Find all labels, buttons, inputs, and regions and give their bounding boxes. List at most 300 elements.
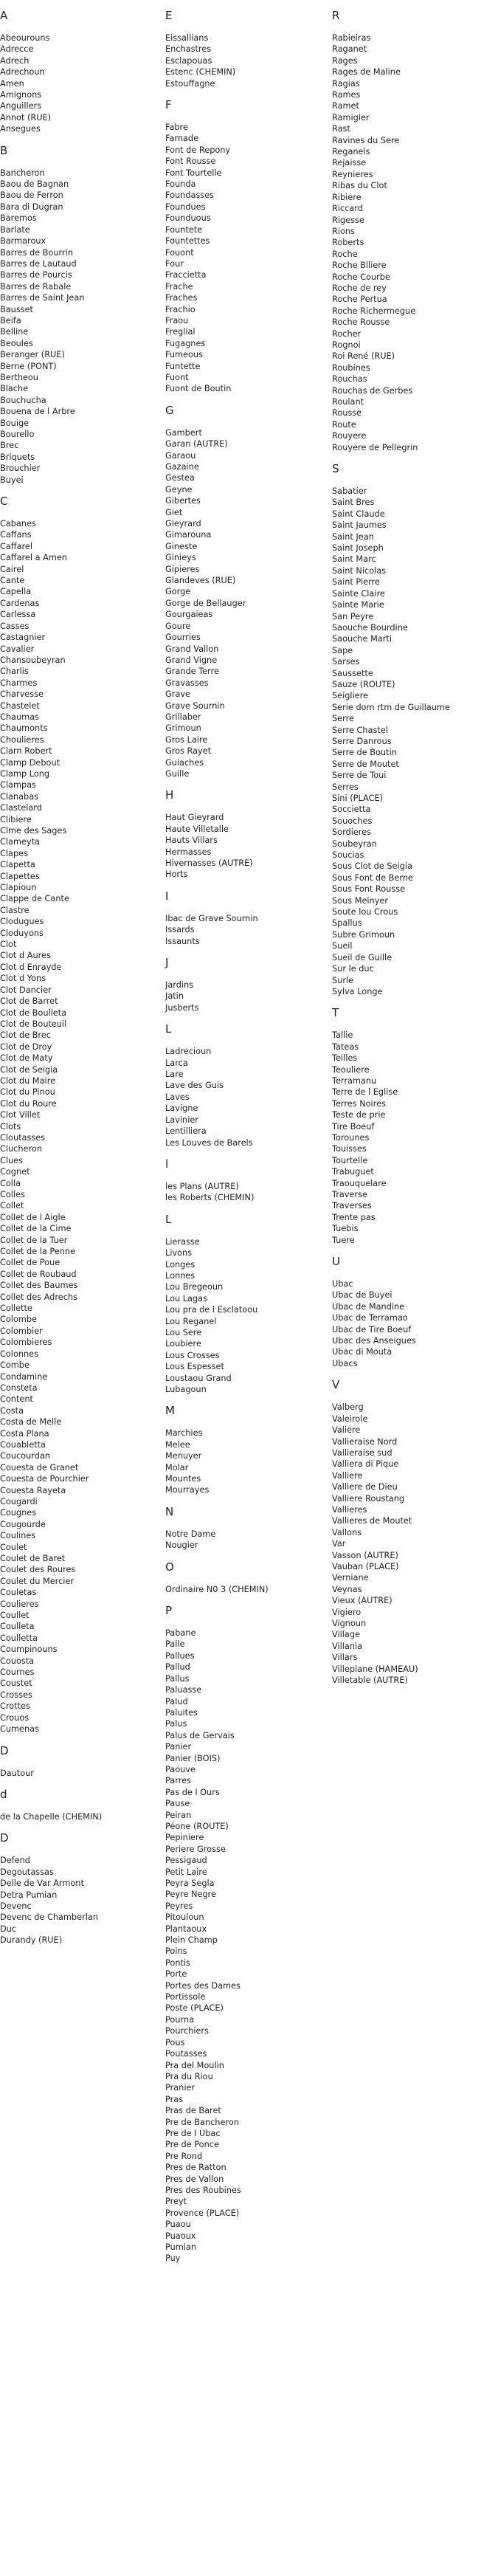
place-link[interactable]: Estouffagne xyxy=(165,78,215,89)
place-link[interactable]: Clot d Enrayde xyxy=(0,962,62,972)
place-link[interactable]: Touisses xyxy=(332,1144,367,1154)
place-link[interactable]: Pas de l Ours xyxy=(165,1787,220,1797)
place-link[interactable]: Sainte Claire xyxy=(332,588,385,599)
place-link[interactable]: Ramigier xyxy=(332,112,370,123)
place-link[interactable]: Fabre xyxy=(165,123,188,133)
place-link[interactable]: Pres de Vallon xyxy=(165,2174,224,2184)
place-link[interactable]: Belline xyxy=(0,327,29,337)
place-link[interactable]: Devenc xyxy=(0,1901,32,1911)
place-link[interactable]: Trente pas xyxy=(332,1212,376,1222)
place-link[interactable]: Charmes xyxy=(0,678,38,688)
place-link[interactable]: Ibac de Grave Sournin xyxy=(165,913,258,923)
place-link[interactable]: Village xyxy=(332,1630,360,1640)
place-link[interactable]: Crosses xyxy=(0,1690,32,1700)
place-link[interactable]: Bouchucha xyxy=(0,395,46,405)
place-link[interactable]: Fuont de Boutin xyxy=(165,384,232,394)
place-link[interactable]: Villeplane (HAMEAU) xyxy=(332,1664,418,1674)
place-link[interactable]: Colles xyxy=(0,1190,25,1199)
place-link[interactable]: Clues xyxy=(0,1155,24,1165)
place-link[interactable]: Grand Vigne xyxy=(165,655,218,665)
place-link[interactable]: Ravines du Sere xyxy=(332,135,400,145)
place-link[interactable]: Duc xyxy=(0,1924,17,1934)
place-link[interactable]: Gros Laire xyxy=(165,734,208,745)
place-link[interactable]: Roche Blliere xyxy=(332,261,387,271)
place-link[interactable]: Petit Laire xyxy=(165,1867,207,1877)
place-link[interactable]: Bouena de l Arbre xyxy=(0,407,75,417)
place-link[interactable]: Collet de la Tuer xyxy=(0,1235,68,1245)
place-link[interactable]: Adrecce xyxy=(0,44,34,55)
place-link[interactable]: Grimoun xyxy=(165,723,201,734)
place-link[interactable]: Puy xyxy=(165,2253,181,2264)
place-link[interactable]: Clapetta xyxy=(0,860,35,870)
place-link[interactable]: Saint Pierre xyxy=(332,577,380,588)
place-link[interactable]: Pumian xyxy=(165,2242,196,2252)
place-link[interactable]: Saint Marc xyxy=(332,554,376,565)
place-link[interactable]: Clot du Roure xyxy=(0,1098,57,1109)
place-link[interactable]: Veynas xyxy=(332,1584,362,1594)
place-link[interactable]: Spallus xyxy=(332,918,362,929)
place-link[interactable]: Les Louves de Barels xyxy=(165,1137,253,1148)
place-link[interactable]: Couabletta xyxy=(0,1439,46,1450)
place-link[interactable]: Vignoun xyxy=(332,1619,367,1628)
place-link[interactable]: Costa xyxy=(0,1405,24,1416)
place-link[interactable]: Plein Champ xyxy=(165,1935,218,1946)
place-link[interactable]: Sape xyxy=(332,645,353,655)
place-link[interactable]: Pourna xyxy=(165,2014,195,2025)
place-link[interactable]: Clot du Pinou xyxy=(0,1087,55,1098)
place-link[interactable]: Rocher xyxy=(332,328,362,339)
place-link[interactable]: Bara di Dugran xyxy=(0,202,63,212)
place-link[interactable]: Casses xyxy=(0,621,30,631)
place-link[interactable]: Jatin xyxy=(165,991,184,1002)
place-link[interactable]: Villars xyxy=(332,1653,358,1663)
place-link[interactable]: Clucheron xyxy=(0,1144,42,1154)
place-link[interactable]: Gipieres xyxy=(165,564,200,574)
place-link[interactable]: Clot Dancier xyxy=(0,985,52,995)
place-link[interactable]: Coulet de Baret xyxy=(0,1554,66,1563)
place-link[interactable]: Frache xyxy=(165,281,193,292)
place-link[interactable]: Barres de Bourrin xyxy=(0,247,73,258)
place-link[interactable]: Durandy (RUE) xyxy=(0,1935,63,1946)
place-link[interactable]: Roche xyxy=(332,249,358,259)
place-link[interactable]: Ordinaire N0 3 (CHEMIN) xyxy=(165,1584,269,1594)
place-link[interactable]: Villania xyxy=(332,1641,363,1651)
place-link[interactable]: Colombier xyxy=(0,1326,43,1336)
place-link[interactable]: Vieux (AUTRE) xyxy=(332,1596,392,1606)
place-link[interactable]: Issards xyxy=(165,925,195,935)
place-link[interactable]: Pourchiers xyxy=(165,2026,209,2036)
place-link[interactable]: Anguillers xyxy=(0,101,42,111)
place-link[interactable]: Beranger (RUE) xyxy=(0,350,65,360)
place-link[interactable]: Sauze (ROUTE) xyxy=(332,679,395,689)
place-link[interactable]: Porte xyxy=(165,1969,187,1980)
place-link[interactable]: Teste de prie xyxy=(332,1110,386,1120)
place-link[interactable]: Chaumonts xyxy=(0,723,48,734)
place-link[interactable]: Gorge de Bellauger xyxy=(165,598,246,608)
place-link[interactable]: Coulletta xyxy=(0,1633,38,1643)
place-link[interactable]: Farnade xyxy=(165,134,199,144)
place-link[interactable]: Ubac xyxy=(332,1279,353,1289)
place-link[interactable]: Rouyere de Pellegrin xyxy=(332,442,418,452)
place-link[interactable]: Vallieres de Moutet xyxy=(332,1516,412,1526)
place-link[interactable]: Seigliere xyxy=(332,691,369,701)
place-link[interactable]: Clot de Barret xyxy=(0,996,58,1007)
place-link[interactable]: Pessigaud xyxy=(165,1856,207,1866)
place-link[interactable]: Lavigne xyxy=(165,1103,198,1114)
place-link[interactable]: Sordieres xyxy=(332,827,372,838)
place-link[interactable]: Gourgaieas xyxy=(165,610,213,620)
place-link[interactable]: Pras xyxy=(165,2094,184,2104)
place-link[interactable]: Gourries xyxy=(165,633,201,643)
place-link[interactable]: Roche Pertua xyxy=(332,295,387,305)
place-link[interactable]: Lou pra de l Esclatoou xyxy=(165,1305,258,1315)
place-link[interactable]: Font Tourtelle xyxy=(165,168,222,178)
place-link[interactable]: Ubac des Anseigues xyxy=(332,1336,416,1346)
place-link[interactable]: Roche de rey xyxy=(332,283,387,293)
place-link[interactable]: Saint Jaumes xyxy=(332,520,387,531)
place-link[interactable]: Blache xyxy=(0,384,29,394)
place-link[interactable]: Bourello xyxy=(0,430,35,439)
place-link[interactable]: Saint Nicolas xyxy=(332,565,387,576)
place-link[interactable]: Chastelet xyxy=(0,700,40,711)
place-link[interactable]: Fumeous xyxy=(165,350,203,360)
place-link[interactable]: Sini (PLACE) xyxy=(332,793,383,803)
place-link[interactable]: Var xyxy=(332,1539,346,1549)
place-link[interactable]: Roulant xyxy=(332,397,364,407)
place-link[interactable]: Sabatier xyxy=(332,486,367,497)
place-link[interactable]: Enchastres xyxy=(165,44,212,55)
place-link[interactable]: Reganels xyxy=(332,147,370,157)
place-link[interactable]: Annot (RUE) xyxy=(0,112,52,123)
place-link[interactable]: Serre de Moutet xyxy=(332,759,399,769)
place-link[interactable]: Charvesse xyxy=(0,689,44,700)
place-link[interactable]: Roi René (RUE) xyxy=(332,351,395,362)
place-link[interactable]: Pontis xyxy=(165,1957,190,1968)
place-link[interactable]: Peyre Negre xyxy=(165,1890,216,1900)
place-link[interactable]: Carlessa xyxy=(0,610,36,620)
place-link[interactable]: Cloduyons xyxy=(0,928,44,938)
place-link[interactable]: Vasson (AUTRE) xyxy=(332,1550,398,1560)
place-link[interactable]: Clodugues xyxy=(0,917,44,927)
place-link[interactable]: Clameyta xyxy=(0,837,40,847)
place-link[interactable]: Ubac di Mouta xyxy=(332,1347,392,1357)
place-link[interactable]: Cournes xyxy=(0,1667,35,1678)
place-link[interactable]: Pepiniere xyxy=(165,1833,204,1843)
place-link[interactable]: Torounes xyxy=(332,1132,370,1143)
place-link[interactable]: Grave xyxy=(165,689,190,700)
place-link[interactable]: Valberg xyxy=(332,1402,364,1413)
place-link[interactable]: Abeourouns xyxy=(0,33,50,43)
place-link[interactable]: Terres Noires xyxy=(332,1098,386,1109)
place-link[interactable]: Colombe xyxy=(0,1315,37,1325)
place-link[interactable]: Lou Lagas xyxy=(165,1293,207,1304)
place-link[interactable]: Laves xyxy=(165,1092,190,1102)
place-link[interactable]: Caffarel a Amen xyxy=(0,553,67,563)
place-link[interactable]: Esclapouas xyxy=(165,55,212,66)
place-link[interactable]: Coucourdan xyxy=(0,1451,50,1461)
place-link[interactable]: Valliere de Dieu xyxy=(332,1482,398,1492)
place-link[interactable]: Roubines xyxy=(332,362,370,373)
place-link[interactable]: Poins xyxy=(165,1946,187,1957)
place-link[interactable]: Coulet des Roures xyxy=(0,1565,76,1575)
place-link[interactable]: Rabieiras xyxy=(332,33,371,43)
place-link[interactable]: Teilles xyxy=(332,1053,358,1064)
place-link[interactable]: Clot d Aures xyxy=(0,951,51,961)
place-link[interactable]: Saussette xyxy=(332,668,373,678)
place-link[interactable]: Palus de Gervais xyxy=(165,1730,235,1740)
place-link[interactable]: Grave Sournin xyxy=(165,700,225,711)
place-link[interactable]: Geyne xyxy=(165,484,193,495)
place-link[interactable]: Serre xyxy=(332,714,354,724)
place-link[interactable]: Ubac de Mandine xyxy=(332,1301,405,1312)
place-link[interactable]: Surle xyxy=(332,975,354,985)
place-link[interactable]: Coulines xyxy=(0,1531,36,1541)
place-link[interactable]: Castagnier xyxy=(0,633,46,643)
place-link[interactable]: Lou Bregeoun xyxy=(165,1282,224,1292)
place-link[interactable]: Giet xyxy=(165,507,183,517)
place-link[interactable]: Hivernasses (AUTRE) xyxy=(165,858,253,868)
place-link[interactable]: Valiere xyxy=(332,1425,361,1436)
place-link[interactable]: Degoutassas xyxy=(0,1867,54,1877)
place-link[interactable]: Jusberts xyxy=(165,1002,199,1013)
place-link[interactable]: Portes des Dames xyxy=(165,1980,241,1991)
place-link[interactable]: Collet de la Penne xyxy=(0,1247,76,1257)
place-link[interactable]: Goure xyxy=(165,621,191,631)
place-link[interactable]: Haut Gieyrard xyxy=(165,813,224,823)
place-link[interactable]: Rouyere xyxy=(332,431,367,441)
place-link[interactable]: Cougnes xyxy=(0,1508,37,1518)
place-link[interactable]: Guiaches xyxy=(165,757,204,768)
place-link[interactable]: Caffans xyxy=(0,530,32,540)
place-link[interactable]: Serre Chastel xyxy=(332,725,388,735)
place-link[interactable]: Pallues xyxy=(165,1650,195,1661)
place-link[interactable]: Funtette xyxy=(165,361,201,371)
place-link[interactable]: Pre de Ponce xyxy=(165,2140,219,2150)
place-link[interactable]: Costa Plana xyxy=(0,1428,49,1439)
place-link[interactable]: Coulieres xyxy=(0,1599,39,1609)
place-link[interactable]: Fouont xyxy=(165,247,194,258)
place-link[interactable]: Rages de Maline xyxy=(332,67,401,78)
place-link[interactable]: Cavalier xyxy=(0,644,35,654)
place-link[interactable]: Longes xyxy=(165,1259,196,1270)
place-link[interactable]: Rognoi xyxy=(332,340,361,350)
place-link[interactable]: Ribiere xyxy=(332,192,362,202)
place-link[interactable]: Glandeves (RUE) xyxy=(165,576,236,586)
place-link[interactable]: Raganet xyxy=(332,44,367,55)
place-link[interactable]: Guille xyxy=(165,768,190,779)
place-link[interactable]: Clarn Robert xyxy=(0,746,52,757)
place-link[interactable]: Colla xyxy=(0,1178,21,1188)
place-link[interactable]: Reynieres xyxy=(332,169,373,179)
place-link[interactable]: Couesta Rayeta xyxy=(0,1485,66,1495)
place-link[interactable]: Serre de Boutin xyxy=(332,748,397,758)
place-link[interactable]: Grande Terre xyxy=(165,667,219,677)
place-link[interactable]: Puaou xyxy=(165,2219,191,2230)
place-link[interactable]: Capella xyxy=(0,587,32,597)
place-link[interactable]: Gestea xyxy=(165,473,195,483)
place-link[interactable]: Clampas xyxy=(0,780,36,791)
place-link[interactable]: Valliere xyxy=(332,1470,363,1481)
place-link[interactable]: Saint Jean xyxy=(332,531,374,542)
place-link[interactable]: Garaou xyxy=(165,450,196,461)
place-link[interactable]: Roche Richermegue xyxy=(332,306,416,316)
place-link[interactable]: Rages xyxy=(332,55,358,66)
place-link[interactable]: Coulet du Mercier xyxy=(0,1576,75,1586)
place-link[interactable]: Peyra Segla xyxy=(165,1878,215,1888)
place-link[interactable]: Gineste xyxy=(165,541,198,551)
place-link[interactable]: Coulleta xyxy=(0,1622,35,1632)
place-link[interactable]: Colombieres xyxy=(0,1337,52,1348)
place-link[interactable]: Pres des Roubines xyxy=(165,2185,241,2195)
place-link[interactable]: Briquets xyxy=(0,452,35,462)
place-link[interactable]: Mountes xyxy=(165,1474,201,1484)
place-link[interactable]: Collette xyxy=(0,1304,32,1314)
place-link[interactable]: les Roberts (CHEMIN) xyxy=(165,1193,255,1203)
place-link[interactable]: Gibertes xyxy=(165,496,201,506)
place-link[interactable]: Soucias xyxy=(332,850,364,861)
place-link[interactable]: Lave des Guis xyxy=(165,1081,224,1091)
place-link[interactable]: Collet des Baumes xyxy=(0,1281,78,1291)
place-link[interactable]: Saouche Marti xyxy=(332,634,392,644)
place-link[interactable]: Berne (PONT) xyxy=(0,361,57,371)
place-link[interactable]: Serre Danrous xyxy=(332,736,392,746)
place-link[interactable]: Jardins xyxy=(165,980,194,991)
place-link[interactable]: Pres de Ratton xyxy=(165,2163,226,2173)
place-link[interactable]: Collet de Roubaud xyxy=(0,1269,77,1279)
place-link[interactable]: Rast xyxy=(332,124,350,134)
place-link[interactable]: Serres xyxy=(332,782,359,792)
place-link[interactable]: Frachio xyxy=(165,304,196,314)
place-link[interactable]: Periere Grosse xyxy=(165,1844,226,1854)
place-link[interactable]: Gambert xyxy=(165,427,202,438)
place-link[interactable]: Route xyxy=(332,419,356,430)
place-link[interactable]: Barres de Rabale xyxy=(0,281,72,292)
place-link[interactable]: Barmaroux xyxy=(0,236,46,247)
place-link[interactable]: Verniane xyxy=(332,1573,369,1583)
place-link[interactable]: Cairel xyxy=(0,564,24,574)
place-link[interactable]: Foundasses xyxy=(165,190,215,201)
place-link[interactable]: Poutasses xyxy=(165,2049,207,2059)
place-link[interactable]: Brec xyxy=(0,441,19,451)
place-link[interactable]: Mourrayes xyxy=(165,1485,210,1495)
place-link[interactable]: Pre de l Ubac xyxy=(165,2128,221,2138)
place-link[interactable]: Four xyxy=(165,258,184,269)
place-link[interactable]: Lare xyxy=(165,1070,184,1080)
place-link[interactable]: Roche Courbe xyxy=(332,272,390,282)
place-link[interactable]: Beifa xyxy=(0,315,21,326)
place-link[interactable]: Clanabas xyxy=(0,791,39,802)
place-link[interactable]: Hauts Villars xyxy=(165,836,218,846)
place-link[interactable]: Lou Sere xyxy=(165,1327,202,1337)
place-link[interactable]: Sarses xyxy=(332,657,360,667)
place-link[interactable]: Clot Villet xyxy=(0,1110,41,1120)
place-link[interactable]: Parres xyxy=(165,1776,191,1786)
place-link[interactable]: Adrechoun xyxy=(0,67,45,78)
place-link[interactable]: Subre Grimoun xyxy=(332,929,395,940)
place-link[interactable]: Vigiero xyxy=(332,1607,362,1617)
place-link[interactable]: Fountettes xyxy=(165,236,210,247)
place-link[interactable]: Lierasse xyxy=(165,1236,200,1247)
place-link[interactable]: Collet des Adrechs xyxy=(0,1292,77,1302)
place-link[interactable]: Vallieres xyxy=(332,1504,367,1515)
place-link[interactable]: Souoches xyxy=(332,816,373,826)
place-link[interactable]: Poste (PLACE) xyxy=(165,2003,224,2014)
place-link[interactable]: Traouquelare xyxy=(332,1178,387,1188)
place-link[interactable]: Costa de Melle xyxy=(0,1417,62,1428)
place-link[interactable]: Fugagnes xyxy=(165,338,206,348)
place-link[interactable]: Founda xyxy=(165,179,196,190)
place-link[interactable]: Trabuguet xyxy=(332,1167,374,1177)
place-link[interactable]: Bouige xyxy=(0,418,30,428)
place-link[interactable]: Cardenas xyxy=(0,598,40,608)
place-link[interactable]: Portissole xyxy=(165,1992,206,2002)
place-link[interactable]: Collet de la Cime xyxy=(0,1224,72,1234)
place-link[interactable]: Cloutasses xyxy=(0,1132,46,1143)
place-link[interactable]: Gros Rayet xyxy=(165,746,212,757)
place-link[interactable]: Puaoux xyxy=(165,2231,196,2241)
place-link[interactable]: Clot de Boulleta xyxy=(0,1008,67,1018)
place-link[interactable]: Rames xyxy=(332,90,361,100)
place-link[interactable]: Content xyxy=(0,1394,33,1405)
place-link[interactable]: Ubacs xyxy=(332,1358,358,1368)
place-link[interactable]: Cabanes xyxy=(0,519,36,529)
place-link[interactable]: Lavinier xyxy=(165,1115,198,1125)
place-link[interactable]: Baou de Ferron xyxy=(0,190,63,201)
place-link[interactable]: Gimarouna xyxy=(165,530,212,540)
place-link[interactable]: Collet xyxy=(0,1201,24,1211)
place-link[interactable]: Ginieys xyxy=(165,553,196,563)
place-link[interactable]: Ragias xyxy=(332,78,360,89)
place-link[interactable]: Couesta de Pourchier xyxy=(0,1474,89,1484)
place-link[interactable]: Delle de Var Armont xyxy=(0,1878,84,1889)
place-link[interactable]: Larca xyxy=(165,1058,188,1068)
place-link[interactable]: Bertheou xyxy=(0,372,38,382)
place-link[interactable]: Ubac de Buyei xyxy=(332,1290,392,1301)
place-link[interactable]: Pous xyxy=(165,2037,185,2048)
place-link[interactable]: Paouve xyxy=(165,1764,196,1774)
place-link[interactable]: Pre Rond xyxy=(165,2151,203,2161)
place-link[interactable]: Pre de Bancheron xyxy=(165,2117,239,2127)
place-link[interactable]: Cumenas xyxy=(0,1724,39,1735)
place-link[interactable]: Tuebis xyxy=(332,1224,359,1234)
place-link[interactable]: Sous Meinyer xyxy=(332,895,388,906)
place-link[interactable]: Palud xyxy=(165,1696,188,1707)
place-link[interactable]: Saouche Bourdine xyxy=(332,622,408,633)
place-link[interactable]: Cougardi xyxy=(0,1496,38,1506)
place-link[interactable]: Fuont xyxy=(165,372,189,382)
place-link[interactable]: Nougier xyxy=(165,1540,198,1551)
place-link[interactable]: Clot xyxy=(0,940,17,950)
place-link[interactable]: Tire Boeuf xyxy=(332,1121,375,1132)
place-link[interactable]: Bancheron xyxy=(0,168,45,178)
place-link[interactable]: Clastelard xyxy=(0,803,42,813)
place-link[interactable]: Rions xyxy=(332,226,355,236)
place-link[interactable]: Bausset xyxy=(0,304,33,314)
place-link[interactable]: Clot de Maty xyxy=(0,1053,53,1064)
place-link[interactable]: Condamine xyxy=(0,1371,48,1382)
place-link[interactable]: Clapes xyxy=(0,848,28,858)
place-link[interactable]: Amignons xyxy=(0,90,42,100)
place-link[interactable]: Combe xyxy=(0,1360,30,1371)
place-link[interactable]: Cognet xyxy=(0,1167,30,1177)
place-link[interactable]: Vallieraise sud xyxy=(332,1447,392,1458)
place-link[interactable]: Fraou xyxy=(165,315,189,326)
place-link[interactable]: Teouliere xyxy=(332,1064,370,1075)
place-link[interactable]: Barres de Saint Jean xyxy=(0,293,85,303)
place-link[interactable]: Ladrecioun xyxy=(165,1047,212,1057)
place-link[interactable]: Ribas du Clot xyxy=(332,181,387,191)
place-link[interactable]: Baou de Bagnan xyxy=(0,179,69,190)
